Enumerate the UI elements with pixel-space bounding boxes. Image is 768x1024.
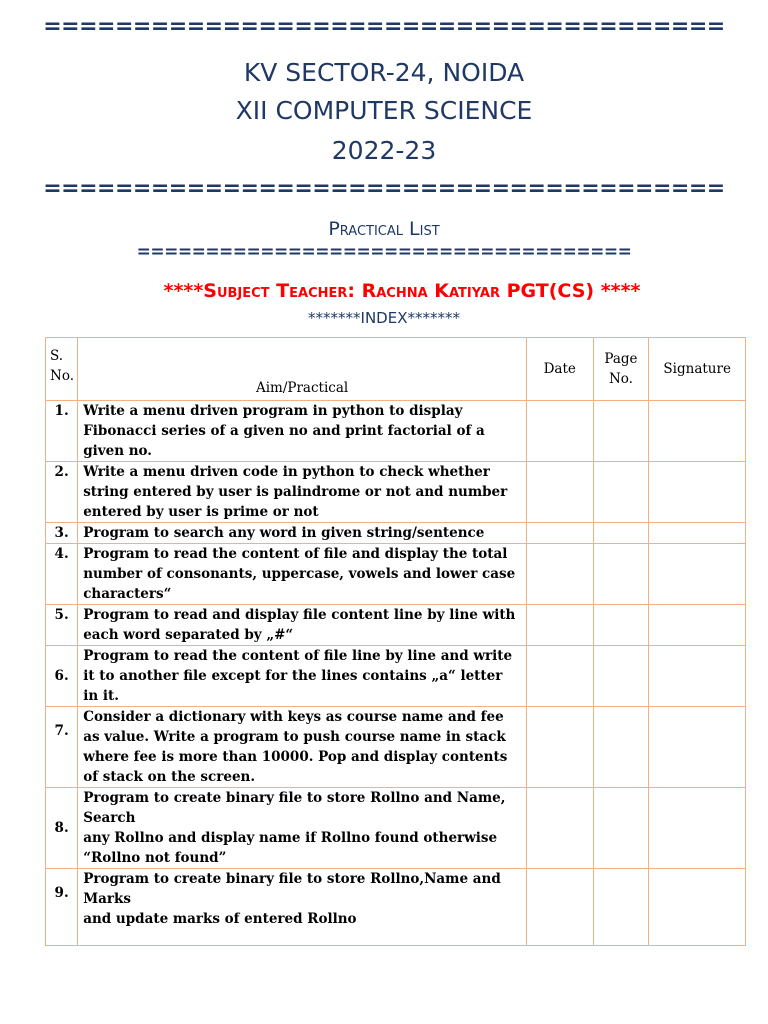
page-cell (593, 605, 649, 646)
signature-cell (649, 605, 746, 646)
date-cell (526, 462, 593, 523)
row-aim: Program to create binary file to store Rollno,Name and Marks and update marks of entered Rollno (78, 869, 527, 946)
practical-list-heading: Practical List (328, 218, 440, 240)
row-number: 3. (46, 523, 78, 544)
school-name: KV SECTOR-24, NOIDA (243, 58, 525, 87)
row-aim: Program to read the content of file and display the total number of consonants, uppercase, vowels and lower case characters“ (78, 544, 527, 605)
col-page-number: Page No. (593, 338, 649, 401)
class-title: XII COMPUTER SCIENCE (235, 96, 533, 125)
page-cell (593, 544, 649, 605)
row-number: 2. (46, 462, 78, 523)
row-aim: Write a menu driven code in python to check whether string entered by user is palindrome or not and number entered by user is prime or not (78, 462, 527, 523)
date-cell (526, 523, 593, 544)
date-cell (526, 788, 593, 869)
index-heading: *******INDEX******* (308, 309, 460, 327)
date-cell (526, 707, 593, 788)
signature-cell (649, 523, 746, 544)
table-row (46, 869, 746, 946)
page-cell (593, 869, 649, 946)
date-cell (526, 401, 593, 462)
page-cell (593, 646, 649, 707)
short-separator: ==================================== (136, 242, 632, 262)
row-aim: Program to create binary file to store Rollno and Name, Search any Rollno and display name if Rollno found otherwise “Rollno not found” (78, 788, 527, 869)
page-cell (593, 462, 649, 523)
signature-cell (649, 646, 746, 707)
date-cell (526, 605, 593, 646)
col-serial-number: S. No. (46, 338, 78, 401)
table-header-row (46, 338, 746, 401)
signature-cell (649, 869, 746, 946)
row-aim: Program to read the content of file line by line and write it to another file except for the lines contains „a“ letter in it. (78, 646, 527, 707)
row-number: 8. (46, 788, 78, 869)
signature-cell (649, 462, 746, 523)
row-number: 6. (46, 646, 78, 707)
practical-index-table (45, 337, 746, 946)
table-row (46, 401, 746, 462)
date-cell (526, 869, 593, 946)
page-cell (593, 523, 649, 544)
row-number: 1. (46, 401, 78, 462)
table-row (46, 462, 746, 523)
subject-teacher: ****Subject Teacher: Rachna Katiyar PGT(CS) **** (163, 280, 641, 302)
signature-cell (649, 788, 746, 869)
table-row (46, 605, 746, 646)
row-number: 4. (46, 544, 78, 605)
table-row (46, 646, 746, 707)
date-cell (526, 646, 593, 707)
col-signature: Signature (649, 338, 746, 401)
table-row (46, 788, 746, 869)
top-separator: ====================================== (43, 14, 725, 39)
page-cell (593, 707, 649, 788)
row-aim: Consider a dictionary with keys as course name and fee as value. Write a program to push course name in stack where fee is more than 10000. Pop and display contents of stack on the screen. (78, 707, 527, 788)
col-aim-practical: Aim/Practical (78, 338, 527, 401)
row-aim: Write a menu driven program in python to display Fibonacci series of a given no and print factorial of a given no. (78, 401, 527, 462)
page-cell (593, 401, 649, 462)
row-number: 5. (46, 605, 78, 646)
table-row (46, 544, 746, 605)
row-aim: Program to search any word in given string/sentence (78, 523, 527, 544)
page-cell (593, 788, 649, 869)
row-number: 7. (46, 707, 78, 788)
signature-cell (649, 544, 746, 605)
date-cell (526, 544, 593, 605)
row-aim: Program to read and display file content line by line with each word separated by „#“ (78, 605, 527, 646)
session-year: 2022-23 (331, 136, 437, 165)
table-row (46, 707, 746, 788)
row-number: 9. (46, 869, 78, 946)
col-date: Date (526, 338, 593, 401)
table-row (46, 523, 746, 544)
signature-cell (649, 401, 746, 462)
signature-cell (649, 707, 746, 788)
middle-separator: ====================================== (43, 176, 725, 201)
